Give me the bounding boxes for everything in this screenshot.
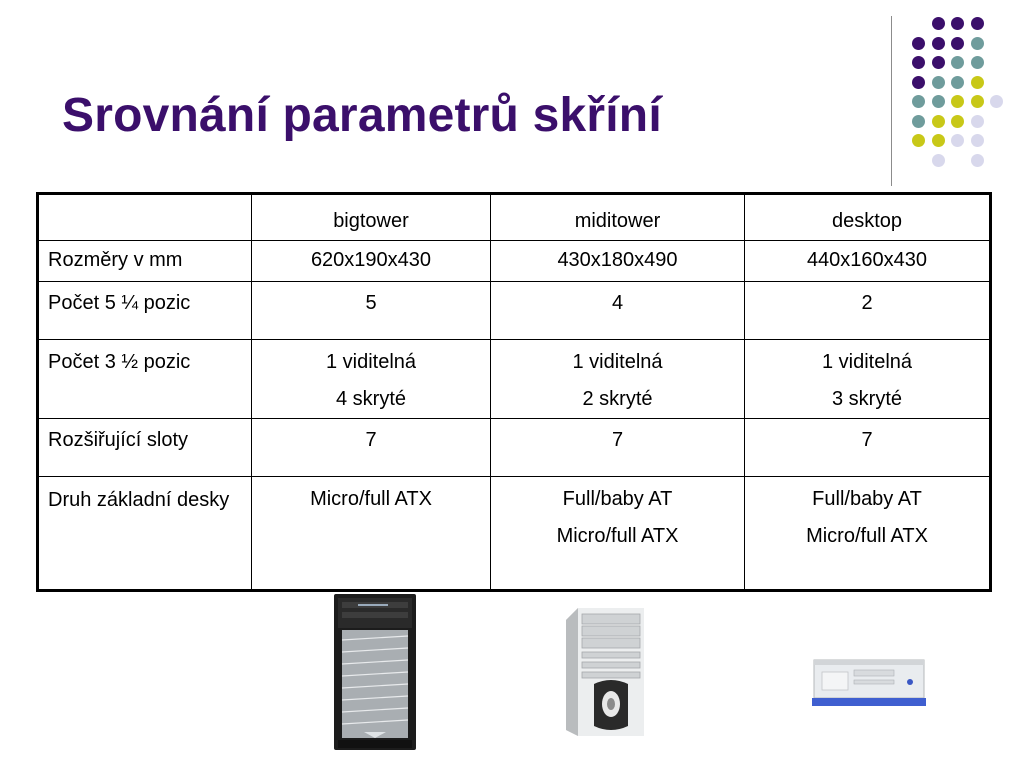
decorative-dot (932, 154, 945, 167)
table-row (38, 241, 991, 282)
row-label: Rozměry v mm (38, 241, 252, 282)
decorative-dot (951, 17, 964, 30)
table-cell (252, 241, 491, 282)
decorative-dot (971, 56, 984, 69)
cell-text: 1 viditelná (821, 351, 913, 373)
decorative-dot (932, 37, 945, 50)
decorative-dot (912, 76, 925, 89)
table-cell (252, 419, 491, 477)
cell-text: 620x190x430 (310, 249, 432, 271)
decorative-dot (951, 76, 964, 89)
table-header-cell (38, 194, 252, 241)
table-row (38, 419, 991, 477)
decorative-dot (990, 95, 1003, 108)
cell-text: 5 (365, 292, 377, 314)
cell-text: 2 skryté (582, 388, 653, 410)
decorative-dot (971, 134, 984, 147)
cell-text: Micro/full ATX (310, 488, 432, 510)
decorative-dot (912, 115, 925, 128)
cell-text: 7 (365, 429, 377, 451)
cell-text: 430x180x490 (557, 249, 678, 271)
cell-text: 2 (861, 292, 873, 314)
cell-text: 1 viditelná (572, 351, 663, 373)
decorative-dot (912, 134, 925, 147)
row-label: Rozšiřující sloty (38, 419, 252, 477)
table-cell (252, 477, 491, 591)
decorative-dot (951, 134, 964, 147)
table-cell (745, 477, 991, 591)
row-label: Druh základní desky (38, 477, 252, 591)
bigtower-image (328, 592, 422, 752)
decorative-dot (912, 95, 925, 108)
decorative-dot (971, 17, 984, 30)
table-cell (491, 340, 745, 419)
decorative-dot (951, 37, 964, 50)
decorative-dot (971, 76, 984, 89)
table-cell (491, 241, 745, 282)
decorative-dot (951, 56, 964, 69)
decorative-dot (951, 115, 964, 128)
table-header-cell: miditower (491, 194, 745, 241)
cell-text: Full/baby AT (812, 488, 922, 510)
decorative-dot (932, 76, 945, 89)
table-cell (745, 241, 991, 282)
table-header-cell: bigtower (252, 194, 491, 241)
decorative-dot (932, 56, 945, 69)
row-label: Počet 3 ½ pozic (38, 340, 252, 419)
decorative-dot (971, 115, 984, 128)
decorative-dot (932, 95, 945, 108)
decorative-dot (912, 56, 925, 69)
table-cell (745, 340, 991, 419)
decorative-dot (932, 134, 945, 147)
table-cell (745, 419, 991, 477)
desktop-image (810, 656, 928, 708)
cell-text: 4 skryté (335, 388, 407, 410)
table-row (38, 477, 991, 591)
table-cell (252, 340, 491, 419)
decorative-dot (932, 17, 945, 30)
comparison-table (36, 192, 992, 592)
decorative-dot (951, 95, 964, 108)
table-cell (491, 282, 745, 340)
slide-title: Srovnání parametrů skříní (62, 89, 662, 142)
table-cell (491, 419, 745, 477)
cell-text: Full/baby AT (562, 488, 673, 510)
table-row (38, 282, 991, 340)
decorative-dot (971, 95, 984, 108)
cell-text: 1 viditelná (325, 351, 417, 373)
cell-text: 3 skryté (831, 388, 903, 410)
cell-text: 7 (611, 429, 624, 451)
table-cell (491, 477, 745, 591)
table-cell (252, 282, 491, 340)
cell-text: Micro/full ATX (806, 525, 928, 547)
table-cell (745, 282, 991, 340)
decorative-divider (891, 16, 892, 186)
decorative-dot (912, 37, 925, 50)
cell-text: Micro/full ATX (556, 525, 679, 547)
decorative-dot (971, 37, 984, 50)
table-header-cell: desktop (745, 194, 991, 241)
cell-text: 7 (861, 429, 873, 451)
miditower-image (564, 604, 648, 738)
decorative-dot (971, 154, 984, 167)
decorative-dot (932, 115, 945, 128)
table-header-row (38, 194, 991, 241)
cell-text: 440x160x430 (806, 249, 928, 271)
row-label: Počet 5 ¼ pozic (38, 282, 252, 340)
cell-text: 4 (611, 292, 624, 314)
table-row (38, 340, 991, 419)
